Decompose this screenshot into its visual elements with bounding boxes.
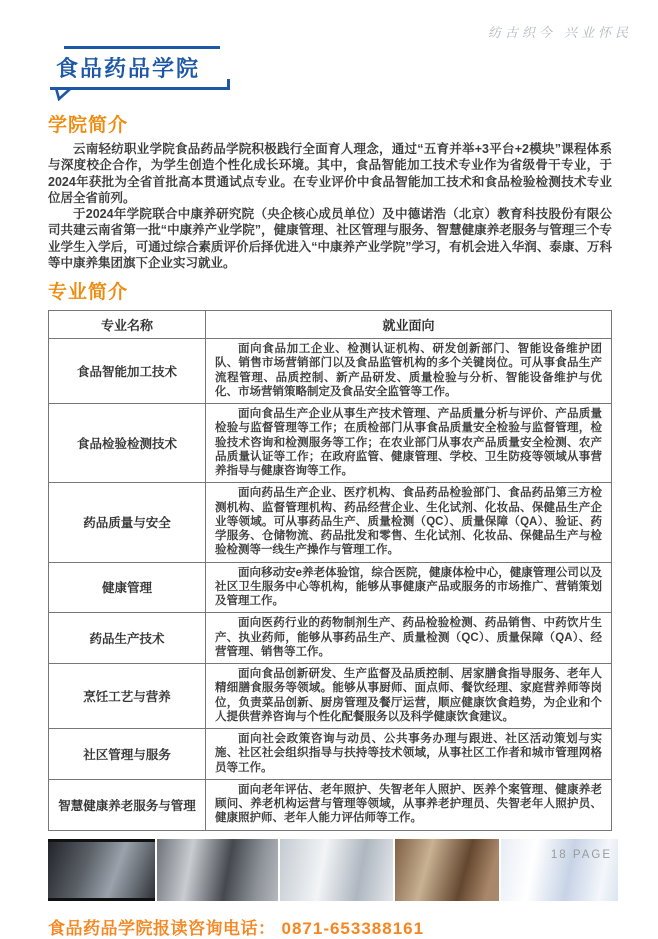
major-name: 食品检验检测技术 [49, 404, 206, 483]
employment-description: 面向药品生产企业、医疗机构、食品药品检验部门、食品药品第三方检测机构、监督管理机构、药品经营企业、生化试剂、化妆品、保健品生产企业等领域。可从事药品生产、质量检测（QC）、质量保障（QA）、验证、药学服务、仓储物流、药品批发和零售、生化试剂、化妆品、保健品生产与检验检测等一线生产操作与管理工作。 [206, 483, 612, 562]
majors-section-heading: 专业简介 [48, 282, 129, 303]
college-title: 食品药品学院 [56, 56, 201, 81]
employment-description: 面向食品创新研发、生产监督及品质控制、居家膳食指导服务、老年人精细膳食服务等领域。能够从事厨师、面点师、餐饮经理、家庭营养师等岗位，负责菜品创新、厨房管理及餐厅运营，顺应健康饮食趋势，为企业和个人提供营养咨询与个性化配餐服务以及科学健康饮食建议。 [206, 664, 612, 729]
major-name: 烹饪工艺与营养 [49, 664, 206, 729]
college-title-callout [48, 46, 218, 90]
photo-classroom-demo [48, 839, 155, 901]
employment-description: 面向食品生产企业从事生产技术管理、产品质量分析与评价、产品质量检验与监督管理等工作；在质检部门从事食品质量安全检验与监督管理，检验技术咨询和检测服务等工作；在农业部门从事农产品质量安全检测、农产品质量认证等工作；在政府监管、健康管理、学校、卫生防疫等领域从事营养指导与健康咨询等工作。 [206, 404, 612, 483]
hotline-label: 食品药品学院报读咨询电话： [48, 918, 276, 938]
major-name: 药品质量与安全 [49, 483, 206, 562]
intro-paragraph-2: 于2024年学院联合中康养研究院（央企核心成员单位）及中德诺浩（北京）教育科技股份有限公司共建云南省第一批“中康养产业学院”，健康管理、社区管理与服务、智慧健康养老服务与管理三个专业学生入学后，可通过综合素质评价后择优进入“中康养产业学院”学习，有机会进入华润、泰康、万科等中康养集团旗下企业实习就业。 [48, 207, 612, 270]
major-name: 食品智能加工技术 [49, 339, 206, 404]
employment-description: 面向社会政策咨询与动员、公共事务办理与跟进、社区活动策划与实施、社区社会组织指导与扶持等技术领域，从事社区工作者和城市管理网格员等工作。 [206, 729, 612, 780]
photo-culinary-practice [157, 839, 278, 901]
page-number: 18 PAGE [550, 849, 612, 861]
college-intro-section [48, 110, 612, 271]
major-name: 药品生产技术 [49, 613, 206, 664]
school-motto: 纺古织今 兴业怀民 [487, 26, 632, 41]
intro-section-heading: 学院简介 [48, 115, 129, 136]
table-row [49, 664, 612, 729]
employment-description: 面向食品加工企业、检测认证机构、研发创新部门、智能设备维护团队、销售市场营销部门以及食品监管机构的多个关键岗位。可从事食品生产流程管理、品质控制、新产品研发、质量检验与分析、智能设备维护与优化、市场营销策略制定及食品安全监管等工作。 [206, 339, 612, 404]
table-row [49, 779, 612, 830]
callout-tail-icon [54, 88, 72, 101]
hotline-phone-number: 0871-653388161 [281, 918, 425, 938]
intro-paragraph-1: 云南轻纺职业学院食品药品学院积极践行全面育人理念，通过“五育并举+3平台+2模块”课程体系与深度校企合作，为学生创造个性化成长环境。其中，食品智能加工技术专业作为省级骨干专业，于2024年获批为全省首批高本贯通试点专业。在专业评价中食品智能加工技术和食品检验检测技术专业位居全省前列。 [48, 142, 612, 205]
column-header-employment: 就业面向 [206, 311, 612, 339]
major-name: 社区管理与服务 [49, 729, 206, 780]
employment-description: 面向医药行业的药物制剂生产、药品检验检测、药品销售、中药饮片生产、执业药师，能够从事药品生产、质量检测（QC）、质量保障（QA）、经营管理、销售等工作。 [206, 613, 612, 664]
table-row [49, 404, 612, 483]
table-row [49, 339, 612, 404]
photo-exhibition-hall [501, 839, 618, 901]
table-row [49, 729, 612, 780]
table-row [49, 483, 612, 562]
majors-table [48, 310, 612, 831]
table-header-row [49, 311, 612, 339]
major-name: 健康管理 [49, 562, 206, 613]
photo-strip [48, 839, 612, 901]
employment-description: 面向移动安e养老体验馆，综合医院，健康体检中心，健康管理公司以及社区卫生服务中心等机构，能够从事健康产品或服务的市场推广、营销策划及管理工作。 [206, 562, 612, 613]
column-header-major-name: 专业名称 [49, 311, 206, 339]
major-name: 智慧健康养老服务与管理 [49, 779, 206, 830]
employment-description: 面向老年评估、老年照护、失智老年人照护、医养个案管理、健康养老顾问、养老机构运营与管理等领域，从事养老护理员、失智老年人照护员、健康照护师、老年人能力评估师等工作。 [206, 779, 612, 830]
admission-hotline [48, 914, 612, 939]
photo-tcm-pharmacy [395, 839, 499, 901]
table-row [49, 562, 612, 613]
table-row [49, 613, 612, 664]
photo-lab-computer-class [280, 839, 393, 901]
